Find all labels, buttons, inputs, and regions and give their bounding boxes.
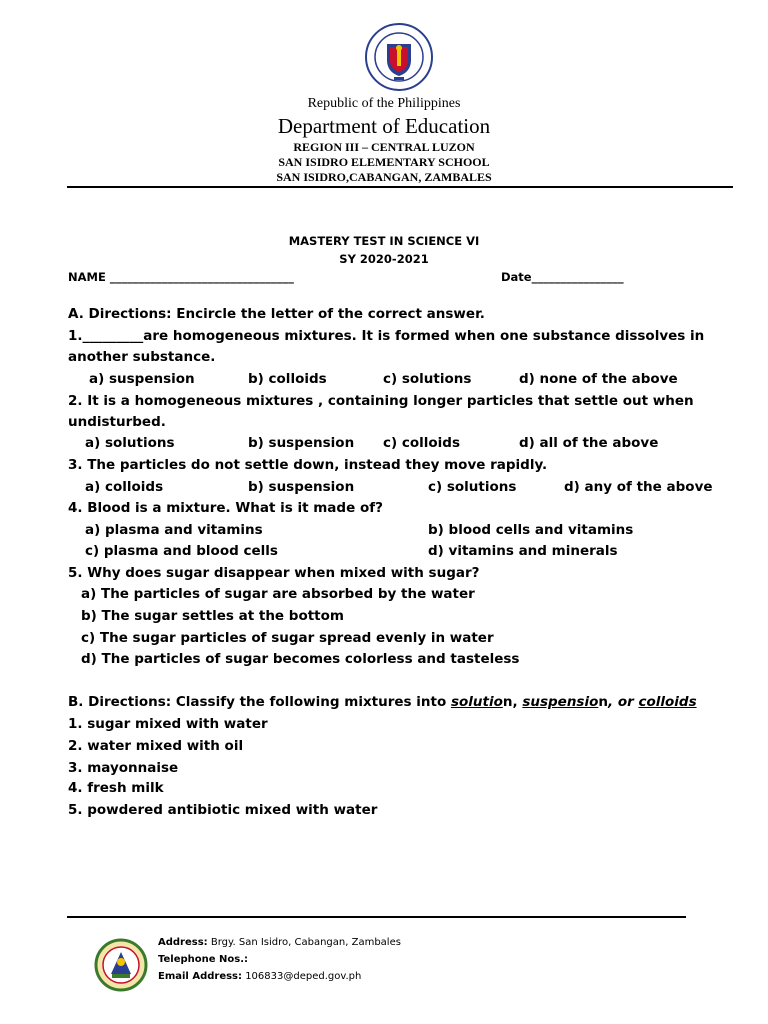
q5-option-a: a) The particles of sugar are absorbed by the water <box>81 586 475 602</box>
name-field: NAME ________________________________ <box>68 270 294 284</box>
part-b-item-4: 4. fresh milk <box>68 780 164 796</box>
footer-telephone <box>158 954 248 965</box>
part-b-directions <box>68 693 697 711</box>
q4-option-d: d) vitamins and minerals <box>428 543 618 559</box>
part-a-directions: A. Directions: Encircle the letter of the correct answer. <box>68 306 485 322</box>
part-b-item-5: 5. powdered antibiotic mixed with water <box>68 802 378 818</box>
department-heading: Department of Education <box>277 114 491 138</box>
school-logo <box>94 938 148 992</box>
test-title: MASTERY TEST IN SCIENCE VI <box>288 234 480 248</box>
school-year: SY 2020-2021 <box>339 252 429 266</box>
q2-option-a: a) solutions <box>85 435 175 451</box>
question-5: 5. Why does sugar disappear when mixed with sugar? <box>68 565 480 581</box>
question-4: 4. Blood is a mixture. What is it made of? <box>68 500 383 516</box>
footer-address <box>158 937 401 948</box>
republic-heading: Republic of the Philippines <box>307 96 461 111</box>
part-b-item-2: 2. water mixed with oil <box>68 738 244 754</box>
term-solution-tail: n <box>502 694 513 710</box>
question-1-line-1: 1._________are homogeneous mixtures. It is formed when one substance dissolves in <box>68 328 705 344</box>
q2-option-b: b) suspension <box>248 435 355 451</box>
part-b-item-1: 1. sugar mixed with water <box>68 716 268 732</box>
footer-email <box>158 971 361 982</box>
term-suspension-tail: n <box>598 694 608 710</box>
question-2-line-1: 2. It is a homogeneous mixtures , containing longer particles that settle out when <box>68 393 694 409</box>
q5-option-d: d) The particles of sugar becomes colorless and tasteless <box>81 651 520 667</box>
q5-option-c: c) The sugar particles of sugar spread evenly in water <box>81 630 494 646</box>
telephone-label: Telephone Nos.: <box>158 954 249 965</box>
region-heading: REGION III – CENTRAL LUZON <box>293 140 475 154</box>
term-suspension: suspensio <box>522 694 599 710</box>
q3-option-b: b) suspension <box>248 479 355 495</box>
separator-1: , <box>512 694 523 710</box>
q5-option-b: b) The sugar settles at the bottom <box>81 608 344 624</box>
part-b-item-3: 3. mayonnaise <box>68 760 179 776</box>
q4-option-c: c) plasma and blood cells <box>85 543 278 559</box>
question-2-line-2: undisturbed. <box>68 414 166 430</box>
question-3: 3. The particles do not settle down, instead they move rapidly. <box>68 457 548 473</box>
q4-option-a: a) plasma and vitamins <box>85 522 263 538</box>
deped-seal-logo <box>364 22 434 92</box>
q4-option-b: b) blood cells and vitamins <box>428 522 634 538</box>
q1-option-d: d) none of the above <box>519 371 678 387</box>
school-heading: SAN ISIDRO ELEMENTARY SCHOOL <box>278 155 490 169</box>
q2-option-d: d) all of the above <box>519 435 659 451</box>
separator-2: , or <box>608 694 639 710</box>
term-colloids: colloids <box>638 694 697 710</box>
email-label: Email Address: <box>158 971 243 982</box>
q1-option-a: a) suspension <box>89 371 195 387</box>
part-b-directions-text: B. Directions: Classify the following mixtures into <box>68 694 451 710</box>
q1-option-b: b) colloids <box>248 371 327 387</box>
email-value: 106833@deped.gov.ph <box>242 971 362 982</box>
q1-option-c: c) solutions <box>383 371 472 387</box>
school-address-heading: SAN ISIDRO,CABANGAN, ZAMBALES <box>276 170 492 184</box>
date-field: Date________________ <box>501 270 624 284</box>
q3-option-d: d) any of the above <box>564 479 713 495</box>
footer-divider <box>67 916 686 918</box>
address-value: Brgy. San Isidro, Cabangan, Zambales <box>207 937 401 948</box>
question-1-line-2: another substance. <box>68 349 216 365</box>
q3-option-c: c) solutions <box>428 479 517 495</box>
q3-option-a: a) colloids <box>85 479 164 495</box>
address-label: Address: <box>158 937 208 948</box>
q2-option-c: c) colloids <box>383 435 461 451</box>
header-divider <box>67 186 733 188</box>
term-solution: solutio <box>450 694 503 710</box>
